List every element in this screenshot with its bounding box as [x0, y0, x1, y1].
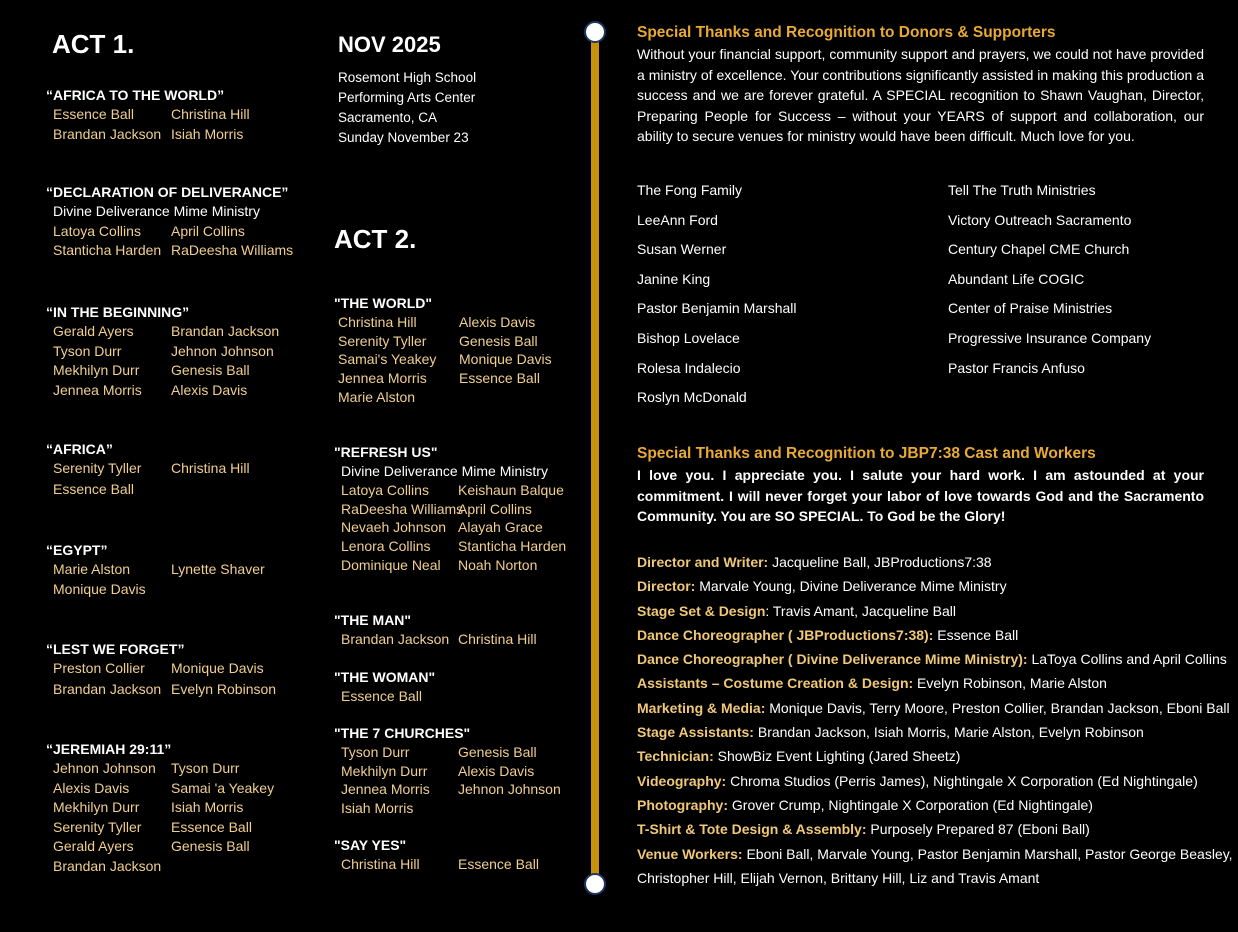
song-lest-we-forget: [46, 640, 276, 701]
donor-name: Bishop Lovelace: [637, 329, 740, 346]
credit-value: Brandan Jackson, Isiah Morris, Marie Alston, Evelyn Robinson: [753, 724, 1144, 741]
credit-line: [637, 671, 1233, 695]
venue-block: [338, 68, 476, 148]
donors-heading: Special Thanks and Recognition to Donors & Supporters: [637, 24, 1056, 41]
credit-line: [637, 550, 1233, 574]
cast-member: Lynette Shaver: [171, 561, 265, 577]
donor-name: Tell The Truth Ministries: [948, 182, 1096, 198]
song-title: “LEST WE FORGET”: [46, 641, 185, 657]
cast-member: Serenity Tyller: [338, 332, 427, 349]
credit-label: Stage Assistants:: [637, 724, 754, 741]
donor-name: Pastor Francis Anfuso: [948, 359, 1085, 376]
cast-member: Genesis Ball: [459, 332, 538, 349]
cast-member: Isiah Morris: [171, 125, 244, 142]
credit-line: [637, 623, 1233, 647]
cast-member: Gerald Ayers: [53, 838, 134, 854]
credits-list: [637, 550, 1233, 890]
credit-line: [637, 647, 1233, 671]
cast-member: Isiah Morris: [341, 800, 414, 817]
cast-member: Mekhilyn Durr: [53, 362, 140, 378]
cast-heading: Special Thanks and Recognition to JBP7:38 Cast and Workers: [637, 445, 1096, 462]
credit-value: Essence Ball: [933, 626, 1019, 643]
credit-label: Videography:: [637, 772, 727, 789]
venue-line: Rosemont High School: [338, 70, 477, 85]
cast-member: Stanticha Harden: [458, 538, 567, 555]
song-say-yes: [334, 836, 539, 875]
cast-member: Jennea Morris: [338, 370, 427, 387]
cast-member: Monique Davis: [459, 351, 552, 368]
act1-title: ACT 1.: [52, 29, 135, 59]
cast-member: Brandan Jackson: [53, 857, 162, 874]
cast-member: Alayah Grace: [458, 519, 543, 536]
song-title: “DECLARATION OF DELIVERANCE”: [46, 184, 289, 200]
cast-member: Christina Hill: [341, 856, 420, 872]
cast-member: Jennea Morris: [53, 381, 142, 398]
donors-text: Without your financial support, community support and prayers, we could not have provided a ministry of excellence. Your contributions significantly assisted in making this production a success and we are forever grateful. A SPECIAL recognition to Shawn Vaughan, Director, Preparing People for Success – without your YEARS of support and collaboration, our ability to secure venues for ministry would have been difficult. Much love for you.: [637, 46, 1204, 144]
cast-member: April Collins: [458, 500, 532, 517]
song-refresh-us: [334, 443, 566, 575]
donor-name: Rolesa Indalecio: [637, 359, 741, 376]
credit-line: [637, 696, 1233, 720]
cast-member: Alexis Davis: [459, 314, 536, 330]
cast-member: Tyson Durr: [341, 744, 410, 760]
donor-list: [637, 176, 1228, 413]
cast-member: April Collins: [171, 222, 245, 239]
cast-member: Christina Hill: [171, 460, 250, 476]
cast-member: Isiah Morris: [171, 799, 244, 815]
cast-member: Brandan Jackson: [341, 631, 450, 647]
venue-line: Sunday November 23: [338, 130, 469, 145]
donor-name: Abundant Life COGIC: [948, 270, 1085, 287]
cast-member: Brandan Jackson: [171, 323, 280, 339]
cast-member: Monique Davis: [171, 660, 264, 676]
cast-member: Mekhilyn Durr: [341, 762, 428, 779]
cast-member: Mekhilyn Durr: [53, 799, 140, 815]
credit-line: [637, 599, 1233, 623]
song-title: “EGYPT”: [46, 542, 108, 558]
venue-line: Sacramento, CA: [338, 110, 438, 125]
cast-member: Jehnon Johnson: [171, 342, 274, 359]
timeline-start-dot: [584, 21, 606, 43]
donor-name: Progressive Insurance Company: [948, 329, 1152, 346]
cast-member: Alexis Davis: [53, 779, 130, 796]
song-title: "THE WOMAN": [334, 669, 436, 685]
credit-value: LaToya Collins and April Collins: [1027, 651, 1227, 668]
credit-label: T-Shirt & Tote Design & Assembly:: [637, 821, 867, 838]
donor-name: Susan Werner: [637, 241, 727, 258]
donor-column-left: [637, 176, 948, 413]
donor-name: LeeAnn Ford: [637, 211, 718, 228]
cast-member: Serenity Tyller: [53, 818, 142, 835]
cast-member: Jennea Morris: [341, 781, 430, 798]
credit-value: Grover Crump, Nightingale X Corporation (Ed Nightingale): [728, 796, 1093, 813]
cast-member: Monique Davis: [53, 580, 146, 597]
credit-line: [637, 744, 1233, 768]
credit-value: Chroma Studios (Perris James), Nightingale X Corporation (Ed Nightingale): [726, 772, 1198, 789]
credit-label: Dance Choreographer ( JBProductions7:38):: [637, 626, 934, 643]
song-title: "THE 7 CHURCHES": [334, 725, 471, 741]
cast-member: Brandan Jackson: [53, 125, 162, 142]
cast-member: Genesis Ball: [171, 362, 250, 378]
song-the-world: [334, 294, 552, 406]
cast-member: Marie Alston: [338, 388, 416, 405]
cast-member: Christina Hill: [171, 106, 250, 122]
credit-label: Stage Set & Design: [637, 602, 766, 619]
donor-name: The Fong Family: [637, 182, 743, 198]
song-the-woman: [334, 668, 458, 707]
credit-line: [637, 769, 1233, 793]
credit-line: [637, 842, 1233, 891]
cast-member: Essence Ball: [53, 481, 134, 497]
song-title: “AFRICA”: [46, 441, 113, 457]
cast-member: RaDeesha Williams: [171, 242, 294, 258]
song-title: “JEREMIAH 29:11”: [46, 741, 172, 757]
song-the-man: [334, 611, 537, 650]
cast-member: Brandan Jackson: [53, 681, 162, 697]
cast-member: Latoya Collins: [341, 481, 429, 498]
cast-member: Essence Ball: [341, 688, 422, 704]
donor-name: Victory Outreach Sacramento: [948, 211, 1132, 228]
cast-member: Lenora Collins: [341, 538, 431, 555]
cast-member: Christina Hill: [338, 314, 417, 330]
credit-label: Venue Workers:: [637, 845, 743, 862]
credit-line: [637, 720, 1233, 744]
cast-member: Tyson Durr: [53, 342, 122, 359]
donor-name: Century Chapel CME Church: [948, 241, 1130, 258]
cast-member: Essence Ball: [458, 856, 539, 872]
song-title: "SAY YES": [334, 837, 407, 853]
act2-title: ACT 2.: [334, 224, 417, 254]
credit-label: Dance Choreographer ( Divine Deliverance Mime Ministry):: [637, 651, 1028, 668]
song-title: "THE MAN": [334, 612, 412, 628]
cast-member: Jehnon Johnson: [458, 781, 561, 798]
cast-member: RaDeesha Williams: [341, 500, 464, 517]
credit-label: Assistants – Costume Creation & Design:: [637, 675, 914, 692]
credit-label: Technician:: [637, 748, 714, 765]
song-jeremiah-29-11: [46, 740, 274, 876]
cast-member: Tyson Durr: [171, 760, 240, 776]
group-name: Divine Deliverance Mime Ministry: [53, 203, 260, 219]
credit-value: Jacqueline Ball, JBProductions7:38: [768, 554, 992, 570]
donor-name: Roslyn McDonald: [637, 389, 747, 406]
cast-member: Genesis Ball: [458, 744, 537, 760]
cast-member: Essence Ball: [459, 370, 540, 387]
cast-member: Alexis Davis: [171, 381, 248, 398]
cast-member: Samai's Yeakey: [338, 351, 437, 368]
cast-member: Noah Norton: [458, 556, 538, 573]
cast-member: Essence Ball: [171, 818, 252, 835]
credit-line: [637, 793, 1233, 817]
song-africa: [46, 440, 250, 501]
credit-label: Director and Writer:: [637, 554, 769, 570]
song-africa-to-the-world: [46, 86, 250, 144]
cast-member: Christina Hill: [458, 631, 537, 647]
cast-member: Alexis Davis: [458, 762, 535, 779]
cast-member: Genesis Ball: [171, 838, 250, 854]
cast-member: Dominique Neal: [341, 556, 441, 573]
credit-label: Director:: [637, 578, 696, 595]
song-title: “AFRICA TO THE WORLD”: [46, 87, 225, 103]
song-declaration-of-deliverance: [46, 183, 293, 261]
cast-member: Jehnon Johnson: [53, 760, 156, 776]
song-title: "REFRESH US": [334, 444, 438, 460]
credit-label: Marketing & Media:: [637, 699, 766, 716]
song-in-the-beginning: [46, 303, 279, 400]
timeline-end-dot: [584, 873, 606, 895]
cast-member: Preston Collier: [53, 660, 145, 676]
credit-value: ShowBiz Event Lighting (Jared Sheetz): [713, 748, 961, 765]
cast-member: Stanticha Harden: [53, 242, 162, 258]
credit-value: : Travis Amant, Jacqueline Ball: [765, 602, 957, 619]
donor-name: Pastor Benjamin Marshall: [637, 300, 797, 317]
song-egypt: [46, 541, 265, 599]
credit-line: [637, 817, 1233, 841]
credit-value: Marvale Young, Divine Deliverance Mime Ministry: [695, 578, 1007, 595]
song-title: "THE WORLD": [334, 295, 433, 311]
cast-member: Essence Ball: [53, 106, 134, 122]
timeline-bar: [591, 38, 599, 874]
song-title: “IN THE BEGINNING”: [46, 304, 190, 320]
cast-member: Keishaun Balque: [458, 481, 564, 498]
donor-name: Janine King: [637, 270, 711, 287]
cast-member: Gerald Ayers: [53, 323, 134, 339]
donor-name: Center of Praise Ministries: [948, 300, 1113, 317]
cast-member: Samai 'a Yeakey: [171, 779, 275, 796]
credit-value: Eboni Ball, Marvale Young, Pastor Benjamin Marshall, Pastor George Beasley, Christopher Hill, Elijah Vernon, Brittany Hill, Liz and Travis Amant: [637, 845, 1233, 886]
credit-line: [637, 574, 1233, 598]
venue-line: Performing Arts Center: [338, 90, 476, 105]
donor-column-right: [948, 176, 1228, 413]
credit-value: Monique Davis, Terry Moore, Preston Collier, Brandan Jackson, Eboni Ball: [765, 699, 1230, 716]
cast-member: Evelyn Robinson: [171, 681, 277, 697]
credit-value: Evelyn Robinson, Marie Alston: [913, 675, 1107, 692]
cast-text: I love you. I appreciate you. I salute your hard work. I am astounded at your commitment. I will never forget your labor of love towards God and the Sacramento Community. You are SO SPECIAL. To God be the Glory!: [637, 467, 1204, 524]
cast-member: Marie Alston: [53, 561, 131, 577]
song-the-7-churches: [334, 724, 561, 818]
cast-member: Nevaeh Johnson: [341, 519, 447, 536]
credit-value: Purposely Prepared 87 (Eboni Ball): [866, 821, 1090, 838]
cast-member: Latoya Collins: [53, 222, 141, 239]
event-date: NOV 2025: [338, 32, 441, 57]
group-name: Divine Deliverance Mime Ministry: [341, 463, 548, 479]
cast-member: Serenity Tyller: [53, 460, 142, 476]
credit-label: Photography:: [637, 796, 728, 813]
